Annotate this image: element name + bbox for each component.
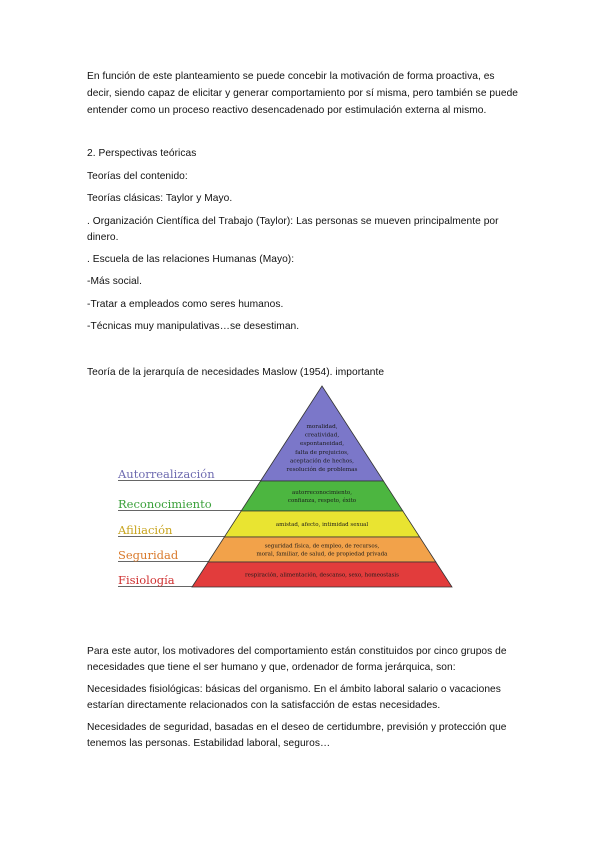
intro-line-2: decir, siendo capaz de elicitar y generar comportamiento por sí misma, pero también se puede	[87, 88, 518, 99]
mayo-line: . Escuela de las relaciones Humanas (Mayo):	[87, 254, 295, 265]
closing-line-1: Para este autor, los motivadores del comportamiento están constituidos por cinco grupos de	[87, 646, 507, 657]
maslow-title: Teoría de la jerarquía de necesidades Maslow (1954). importante	[87, 367, 385, 378]
bullet-humans: -Tratar a empleados como seres humanos.	[87, 299, 284, 310]
pyramid-desc-autorrealizacion: aceptación de hechos,	[289, 458, 355, 465]
pyramid-label-reconocimiento: Reconocimiento	[118, 497, 212, 511]
pyramid-desc-fisiologia: respiración, alimentación, descanso, sexo, homeostasis	[244, 572, 400, 579]
pyramid-label-afiliacion: Afiliación	[118, 523, 173, 537]
pyramid-desc-reconocimiento: confianza, respeto, éxito	[287, 498, 357, 505]
pyramid-label-seguridad: Seguridad	[118, 548, 179, 562]
content-theories: Teorías del contenido:	[87, 171, 188, 182]
intro-line-1: En función de este planteamiento se puede concebir la motivación de forma proactiva, es	[87, 71, 495, 82]
pyramid-desc-autorrealizacion: moralidad,	[306, 424, 338, 430]
closing-line-2: necesidades que tiene el ser humano y que, ordenador de forma jerárquica, son:	[87, 662, 456, 673]
bullet-techniques: -Técnicas muy manipulativas…se desestiman.	[87, 321, 300, 332]
taylor-line-1: . Organización Científica del Trabajo (Taylor): Las personas se mueven principalmente por	[87, 216, 499, 227]
pyramid-desc-autorrealizacion: resolución de problemas	[286, 467, 358, 473]
physiological-line-2: estarían directamente relacionados con la satisfacción de estas necesidades.	[87, 700, 441, 711]
physiological-line-1: Necesidades fisiológicas: básicas del organismo. En el ámbito laboral salario o vacaciones	[87, 684, 501, 695]
pyramid-desc-autorrealizacion: falta de prejuicios,	[295, 449, 349, 456]
pyramid-desc-autorrealizacion: creatividad,	[304, 432, 340, 439]
safety-line-1: Necesidades de seguridad, basadas en el deseo de certidumbre, previsión y protección que	[87, 722, 507, 733]
pyramid-desc-seguridad: seguridad física, de empleo, de recursos,	[264, 543, 380, 550]
pyramid-desc-afiliacion: amistad, afecto, intimidad sexual	[275, 522, 369, 528]
pyramid-level-reconocimiento	[241, 481, 403, 511]
pyramid-label-autorrealizacion: Autorrealización	[118, 467, 215, 481]
section-heading: 2. Perspectivas teóricas	[87, 148, 197, 159]
classic-theories: Teorías clásicas: Taylor y Mayo.	[87, 193, 233, 204]
pyramid-level-seguridad	[208, 537, 436, 562]
pyramid-label-fisiologia: Fisiología	[118, 573, 175, 587]
bullet-social: -Más social.	[87, 276, 142, 287]
pyramid-desc-reconocimiento: autorreconocimiento,	[292, 489, 352, 496]
pyramid-desc-autorrealizacion: espontaneidad,	[299, 441, 345, 448]
pyramid-desc-seguridad: moral, familiar, de salud, de propiedad privada	[256, 551, 388, 558]
intro-line-3: entender como un proceso reactivo desencadenado por estimulación externa al mismo.	[87, 105, 487, 116]
taylor-line-2: dinero.	[87, 232, 119, 243]
safety-line-2: tenemos las personas. Estabilidad laboral, seguros…	[87, 738, 331, 749]
maslow-pyramid	[90, 380, 510, 592]
